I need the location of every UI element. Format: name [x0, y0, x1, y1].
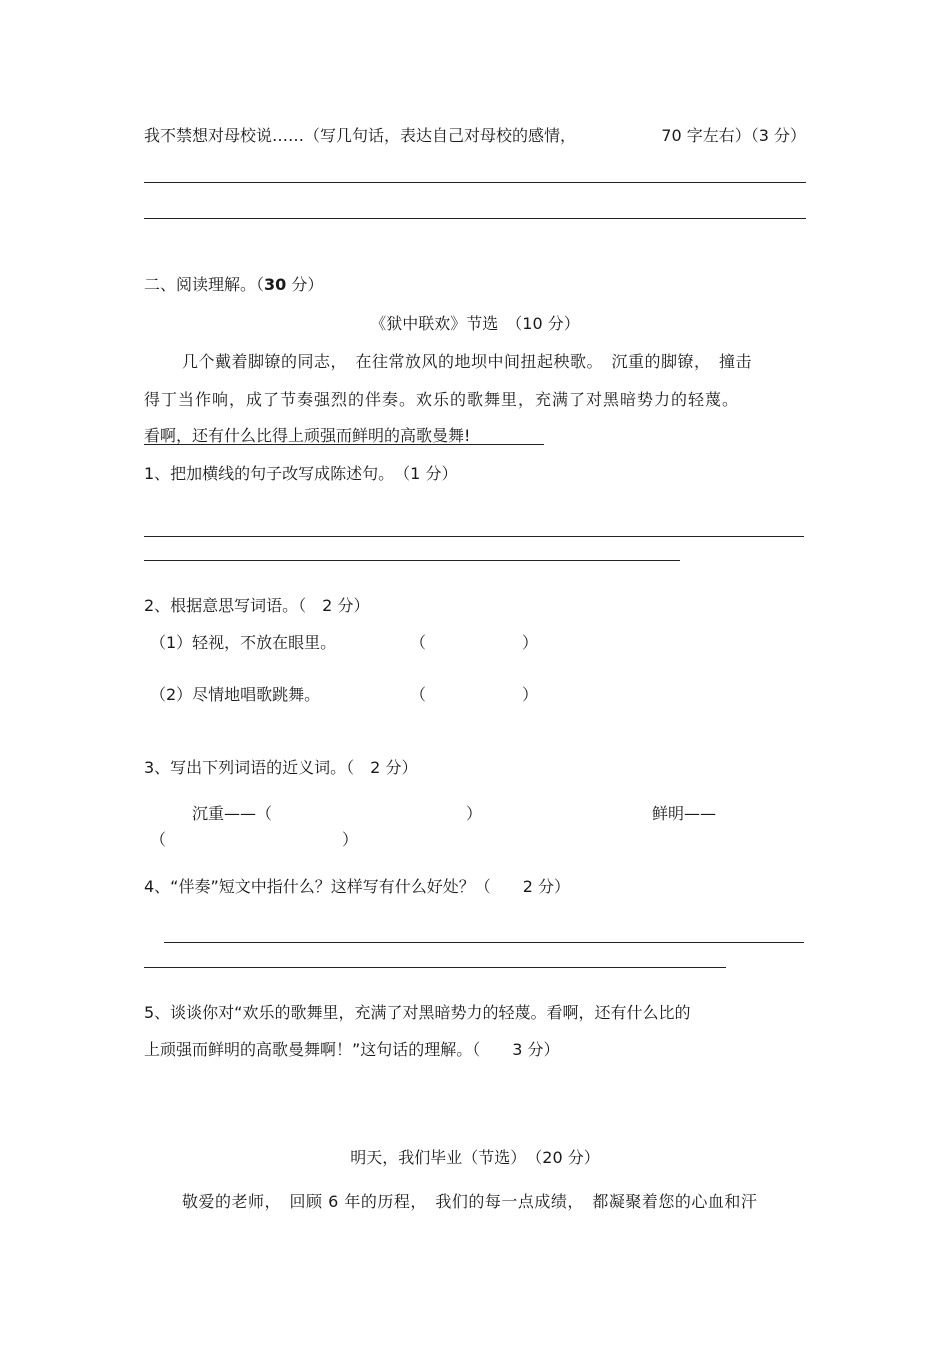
passage-title: 《狱中联欢》节选 （10 分） [370, 314, 580, 333]
paren-close: ） [522, 633, 539, 652]
question-3-word-1: 沉重——（ [192, 804, 273, 823]
underlined-sentence: 看啊，还有什么比得上顽强而鲜明的高歌曼舞! [144, 426, 471, 445]
question-5-line-1: 5、谈谈你对“欢乐的歌舞里，充满了对黑暗势力的轻蔑。看啊，还有什么比的 [144, 1003, 691, 1022]
passage-paragraph: 得丁当作响，成了节奏强烈的伴奏。欢乐的歌舞里，充满了对黑暗势力的轻蔑。 [144, 390, 740, 409]
answer-line[interactable] [144, 182, 806, 183]
question-3: 3、写出下列词语的近义词。（ 2 分） [144, 758, 418, 777]
answer-line[interactable] [144, 536, 804, 537]
paren-open: （ [410, 685, 427, 704]
question-2: 2、根据意思写词语。（ 2 分） [144, 596, 370, 615]
answer-line[interactable] [164, 942, 804, 943]
intro-prompt [144, 126, 806, 146]
answer-blank[interactable] [410, 685, 540, 705]
paren-open: （ [410, 633, 427, 652]
passage-2-title: 明天，我们毕业（节选） （20 分） [350, 1148, 600, 1167]
paren-close: ） [522, 685, 539, 704]
intro-prompt-score: 70 字左右）（3 分） [661, 126, 806, 145]
question-4: 4、“伴奏”短文中指什么？这样写有什么好处？（ 2 分） [144, 877, 571, 896]
section-heading: 二、阅读理解。（30 分） [144, 275, 324, 294]
paren-close: ） [342, 830, 359, 849]
answer-blank[interactable] [162, 830, 342, 850]
underline [144, 444, 544, 445]
question-1: 1、把加横线的句子改写成陈述句。 （1 分） [144, 464, 458, 483]
question-3-word-2: 鲜明—— [652, 804, 717, 823]
question-2-item-2: （2）尽情地唱歌跳舞。 [150, 685, 321, 704]
question-2-item-1: （1）轻视，不放在眼里。 [150, 633, 337, 652]
answer-line[interactable] [144, 560, 680, 561]
answer-line[interactable] [144, 218, 806, 219]
question-5-line-2: 上顽强而鲜明的高歌曼舞啊！”这句话的理解。（ 3 分） [144, 1040, 560, 1059]
answer-blank[interactable] [410, 633, 540, 653]
paren-open: （ [150, 830, 167, 849]
answer-blank[interactable] [280, 804, 470, 824]
passage-2-paragraph: 敬爱的老师， 回顾 6 年的历程， 我们的每一点成绩， 都凝聚着您的心血和汗 [182, 1192, 758, 1211]
answer-line[interactable] [144, 967, 726, 968]
intro-prompt-text: 我不禁想对母校说……（写几句话，表达自己对母校的感情， [144, 126, 577, 145]
section-score: 30 [264, 275, 287, 294]
passage-paragraph: 几个戴着脚镣的同志， 在往常放风的地坝中间扭起秧歌。 沉重的脚镣， 撞击 [182, 352, 753, 371]
paren-close: ） [466, 804, 483, 823]
